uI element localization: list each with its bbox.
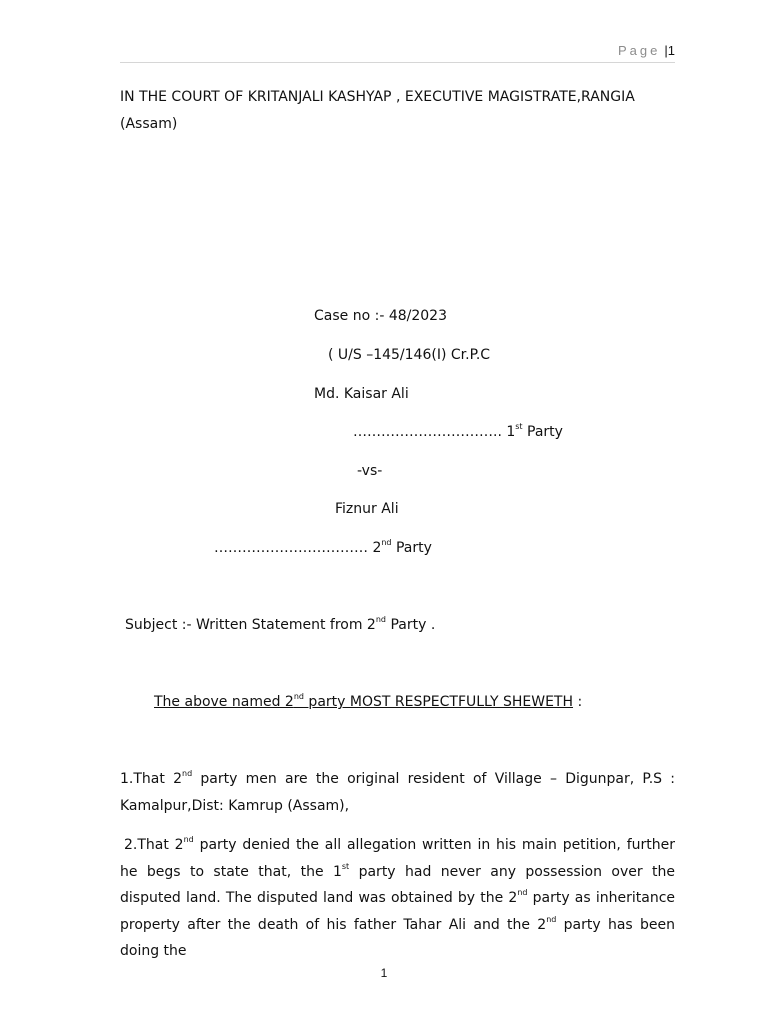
versus: -vs-	[357, 463, 383, 479]
first-party-name: Md. Kaisar Ali	[314, 386, 409, 402]
case-number: Case no :- 48/2023	[314, 308, 447, 324]
para2-text-d: party as inheritance property after the death of his father Tahar Ali and the 2	[120, 890, 676, 933]
first-party-sup: st	[515, 422, 523, 432]
paragraph-2	[120, 832, 675, 965]
first-party-dots: ………………………….. 1	[353, 424, 516, 440]
court-heading-line2: (Assam)	[120, 115, 178, 132]
preamble	[154, 693, 582, 711]
preamble-underlined	[154, 694, 573, 710]
preamble-suffix: party MOST RESPECTFULLY SHEWETH	[303, 694, 574, 710]
page-indicator	[618, 43, 675, 58]
para2-sup-2: st	[341, 861, 350, 871]
para2-text-e: party has been doing the	[120, 916, 675, 959]
preamble-colon: :	[573, 694, 583, 710]
page-header	[120, 43, 675, 63]
para2-sup-3: nd	[517, 888, 528, 898]
preamble-sup: nd	[293, 692, 304, 702]
para1-sup: nd	[182, 769, 193, 779]
court-heading-line1: IN THE COURT OF KRITANJALI KASHYAP , EXECUTIVE MAGISTRATE,RANGIA	[120, 89, 635, 105]
case-section: ( U/S –145/146(I) Cr.P.C	[328, 347, 491, 363]
page-word: Page	[618, 43, 661, 58]
page-number: 1	[667, 43, 675, 58]
second-party-label: Party	[391, 540, 432, 556]
para2-text-a: 2.That 2	[124, 837, 184, 853]
para2-text-c: party had never any possession over the disputed land. The disputed land was obtained by the 2	[120, 863, 675, 906]
second-party-name: Fiznur Ali	[335, 501, 399, 517]
para1-text-a: 1.That 2	[120, 771, 182, 787]
subject-sup: nd	[375, 615, 386, 625]
court-heading	[120, 84, 675, 137]
subject-line	[125, 616, 435, 634]
subject-suffix: Party .	[386, 617, 436, 633]
second-party-designation	[214, 539, 432, 557]
para2-text-b: party denied the all allegation written in his main petition, further he begs to state that, the 1	[120, 837, 675, 880]
footer-page-number: 1	[380, 966, 388, 980]
page-separator: |	[664, 43, 668, 58]
paragraph-1	[120, 766, 675, 819]
para2-sup-1: nd	[183, 835, 194, 845]
para1-text-b: party men are the original resident of Village – Digunpar, P.S : Kamalpur,Dist: Kamrup (Assam),	[120, 771, 675, 814]
subject-prefix: Subject :- Written Statement from 2	[125, 617, 376, 633]
first-party-label: Party	[522, 424, 563, 440]
para2-sup-4: nd	[546, 914, 557, 924]
first-party-designation	[353, 423, 563, 441]
second-party-dots: …………………………… 2	[214, 540, 382, 556]
preamble-prefix: The above named 2	[154, 694, 294, 710]
second-party-sup: nd	[381, 538, 392, 548]
